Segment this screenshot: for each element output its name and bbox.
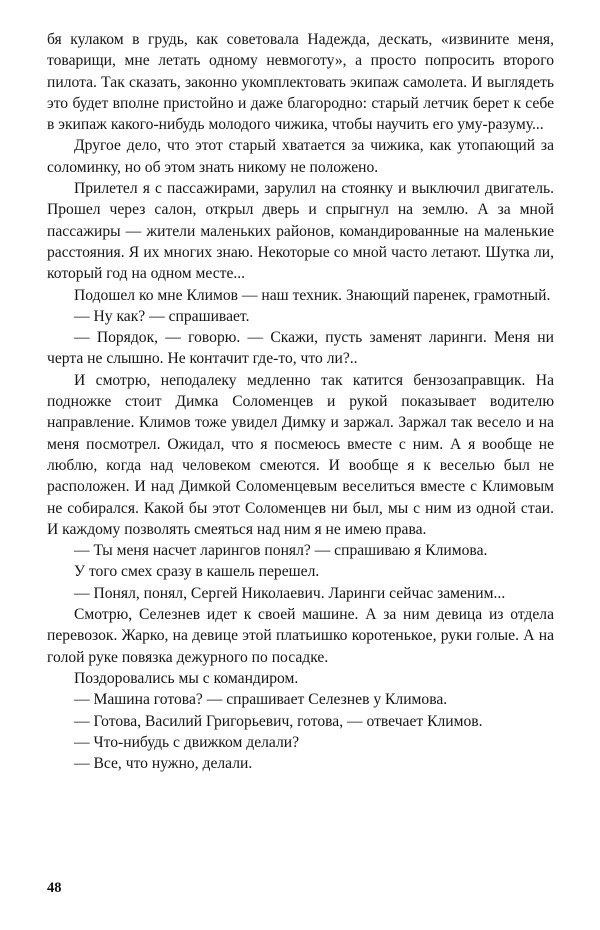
paragraph: У того смех сразу в кашель перешел. bbox=[74, 563, 320, 581]
paragraph: И смотрю, неподалеку медленно так катится бензозаправщик. На подножке стоит Димка Соломенцев и рукой показывает водителю направление. Климов тоже увидел Димку и заржал. Заржал так весело и на меня посмотрел. Ожидал, что я посмеюсь вместе с ним. А я вообще не люблю, когда над человеком смеются. И вообще я к веселью был не расположен. И над Димкой Соломенцевым веселиться вместе с Климовым не собирался. Какой бы этот Соломенцев ни был, мы с ним из одной стаи. И каждому позволять смеяться над ним я не имею права. bbox=[47, 371, 554, 538]
paragraph: Подошел ко мне Климов — наш техник. Знающий паренек, грамотный. bbox=[74, 286, 551, 304]
paragraph-continuation: бя кулаком в грудь, как советовала Надежда, дескать, «извините меня, товарищи, мне летать одному невмоготу», а просто попросить второго пилота. Так сказать, законно укомплектовать экипаж самолета. И выглядеть это будет вполне пристойно и даже благородно: старый летчик берет к себе в экипаж какого-нибудь молодого чижика, чтобы научить его уму-разуму... bbox=[47, 31, 554, 134]
dialogue-line: — Готова, Василий Григорьевич, готова, — отвечает Климов. bbox=[74, 712, 483, 730]
paragraph: Прилетел я с пассажирами, зарулил на стоянку и выключил двигатель. Прошел через салон, открыл дверь и спрыгнул на землю. А за мной пассажиры — жители маленьких районов, командированные на маленькие расстояния. Я их многих знаю. Некоторые со мной часто летают. Шутка ли, который год на одном месте... bbox=[47, 180, 554, 283]
page-number: 48 bbox=[47, 880, 62, 896]
dialogue-line: — Порядок, — говорю. — Скажи, пусть заменят ларинги. Меня ни черта не слышно. Не контачит где-то, что ли?.. bbox=[47, 329, 554, 368]
dialogue-line: — Все, что нужно, делали. bbox=[74, 755, 253, 773]
paragraph: Другое дело, что этот старый хватается за чижика, как утопающий за соломинку, но об этом знать никому не положено. bbox=[47, 137, 554, 176]
dialogue-line: — Машина готова? — спрашивает Селезнев у Климова. bbox=[74, 691, 448, 709]
dialogue-line: — Понял, понял, Сергей Николаевич. Ларинги сейчас заменим... bbox=[74, 584, 506, 602]
page-body bbox=[47, 29, 554, 774]
dialogue-line: — Что-нибудь с движком делали? bbox=[74, 733, 300, 751]
paragraph: Смотрю, Селезнев идет к своей машине. А за ним девица из отдела перевозок. Жарко, на девице этой платьишко коротенькое, руки голые. А на голой руке повязка дежурного по посадке. bbox=[47, 606, 554, 666]
dialogue-line: — Ну как? — спрашивает. bbox=[74, 307, 250, 325]
dialogue-line: — Ты меня насчет ларингов понял? — спрашиваю я Климова. bbox=[74, 542, 488, 560]
paragraph: Поздоровались мы с командиром. bbox=[74, 669, 299, 687]
